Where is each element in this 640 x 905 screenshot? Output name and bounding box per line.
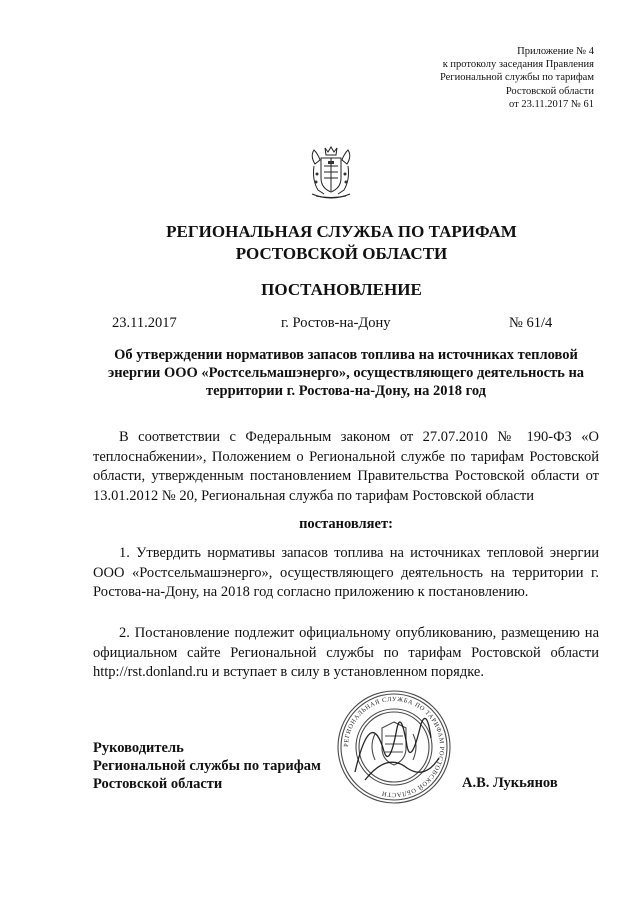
signatory-line: Региональной службы по тарифам [93,758,321,774]
appendix-line: от 23.11.2017 № 61 [509,98,594,110]
organization-name [0,221,640,265]
signatory-title [93,739,321,793]
signatory-line: Ростовской области [93,776,223,792]
organization-line: РОСТОВСКОЙ ОБЛАСТИ [235,244,448,263]
official-seal-icon [335,688,453,806]
appendix-note [354,45,594,111]
decree-number: № 61/4 [509,315,553,331]
decree-date: 23.11.2017 [112,315,177,331]
appendix-line: Ростовской области [505,85,594,97]
appendix-line: Региональной службы по тарифам [439,72,594,84]
appendix-line: Приложение № 4 [517,46,594,57]
item-paragraph: 1. Утвердить нормативы запасов топлива на источниках тепловой энергии ООО «Ростсельмашэнерго», осуществляющего деятельность на территории г. Ростова-на-Дону, на 2018 год согласно приложению к постановлению. [93,545,599,600]
seal-text: РЕГИОНАЛЬНАЯ СЛУЖБА ПО ТАРИФАМ РОСТОВСКОЙ ОБЛАСТИ [342,695,446,799]
resolves-heading: постановляет: [299,516,393,532]
decree-title: ПОСТАНОВЛЕНИЕ [261,280,422,299]
decree-city: г. Ростов-на-Дону [281,315,391,331]
item-paragraph: 2. Постановление подлежит официальному опубликованию, размещению на официальном сайте Региональной службы по тарифам Ростовской области http://rst.donland.ru и вступает в силу в установленном порядке. [93,625,599,680]
rostov-coat-of-arms-icon [306,144,356,202]
svg-text:РЕГИОНАЛЬНАЯ СЛУЖБА ПО ТАРИФАМ [343,696,445,798]
intro-paragraph: В соответствии с Федеральным законом от 27.07.2010 № 190-ФЗ «О теплоснабжении», Положением о Региональной службе по тарифам Ростовской области, утвержденным постановлением Правительства Ростовской области от 13.01.2012 № 20, Региональная служба по тарифам Ростовской области [93,429,599,504]
signatory-line: Руководитель [93,740,184,756]
appendix-line: к протоколу заседания Правления [442,59,594,71]
decree-subject: Об утверждении нормативов запасов топлива на источниках тепловой энергии ООО «Ростсельмашэнерго», осуществляющего деятельность на территории г. Ростова-на-Дону, на 2018 год [107,347,585,399]
signatory-name: А.В. Лукьянов [462,775,558,791]
organization-line: РЕГИОНАЛЬНАЯ СЛУЖБА ПО ТАРИФАМ [166,222,517,241]
